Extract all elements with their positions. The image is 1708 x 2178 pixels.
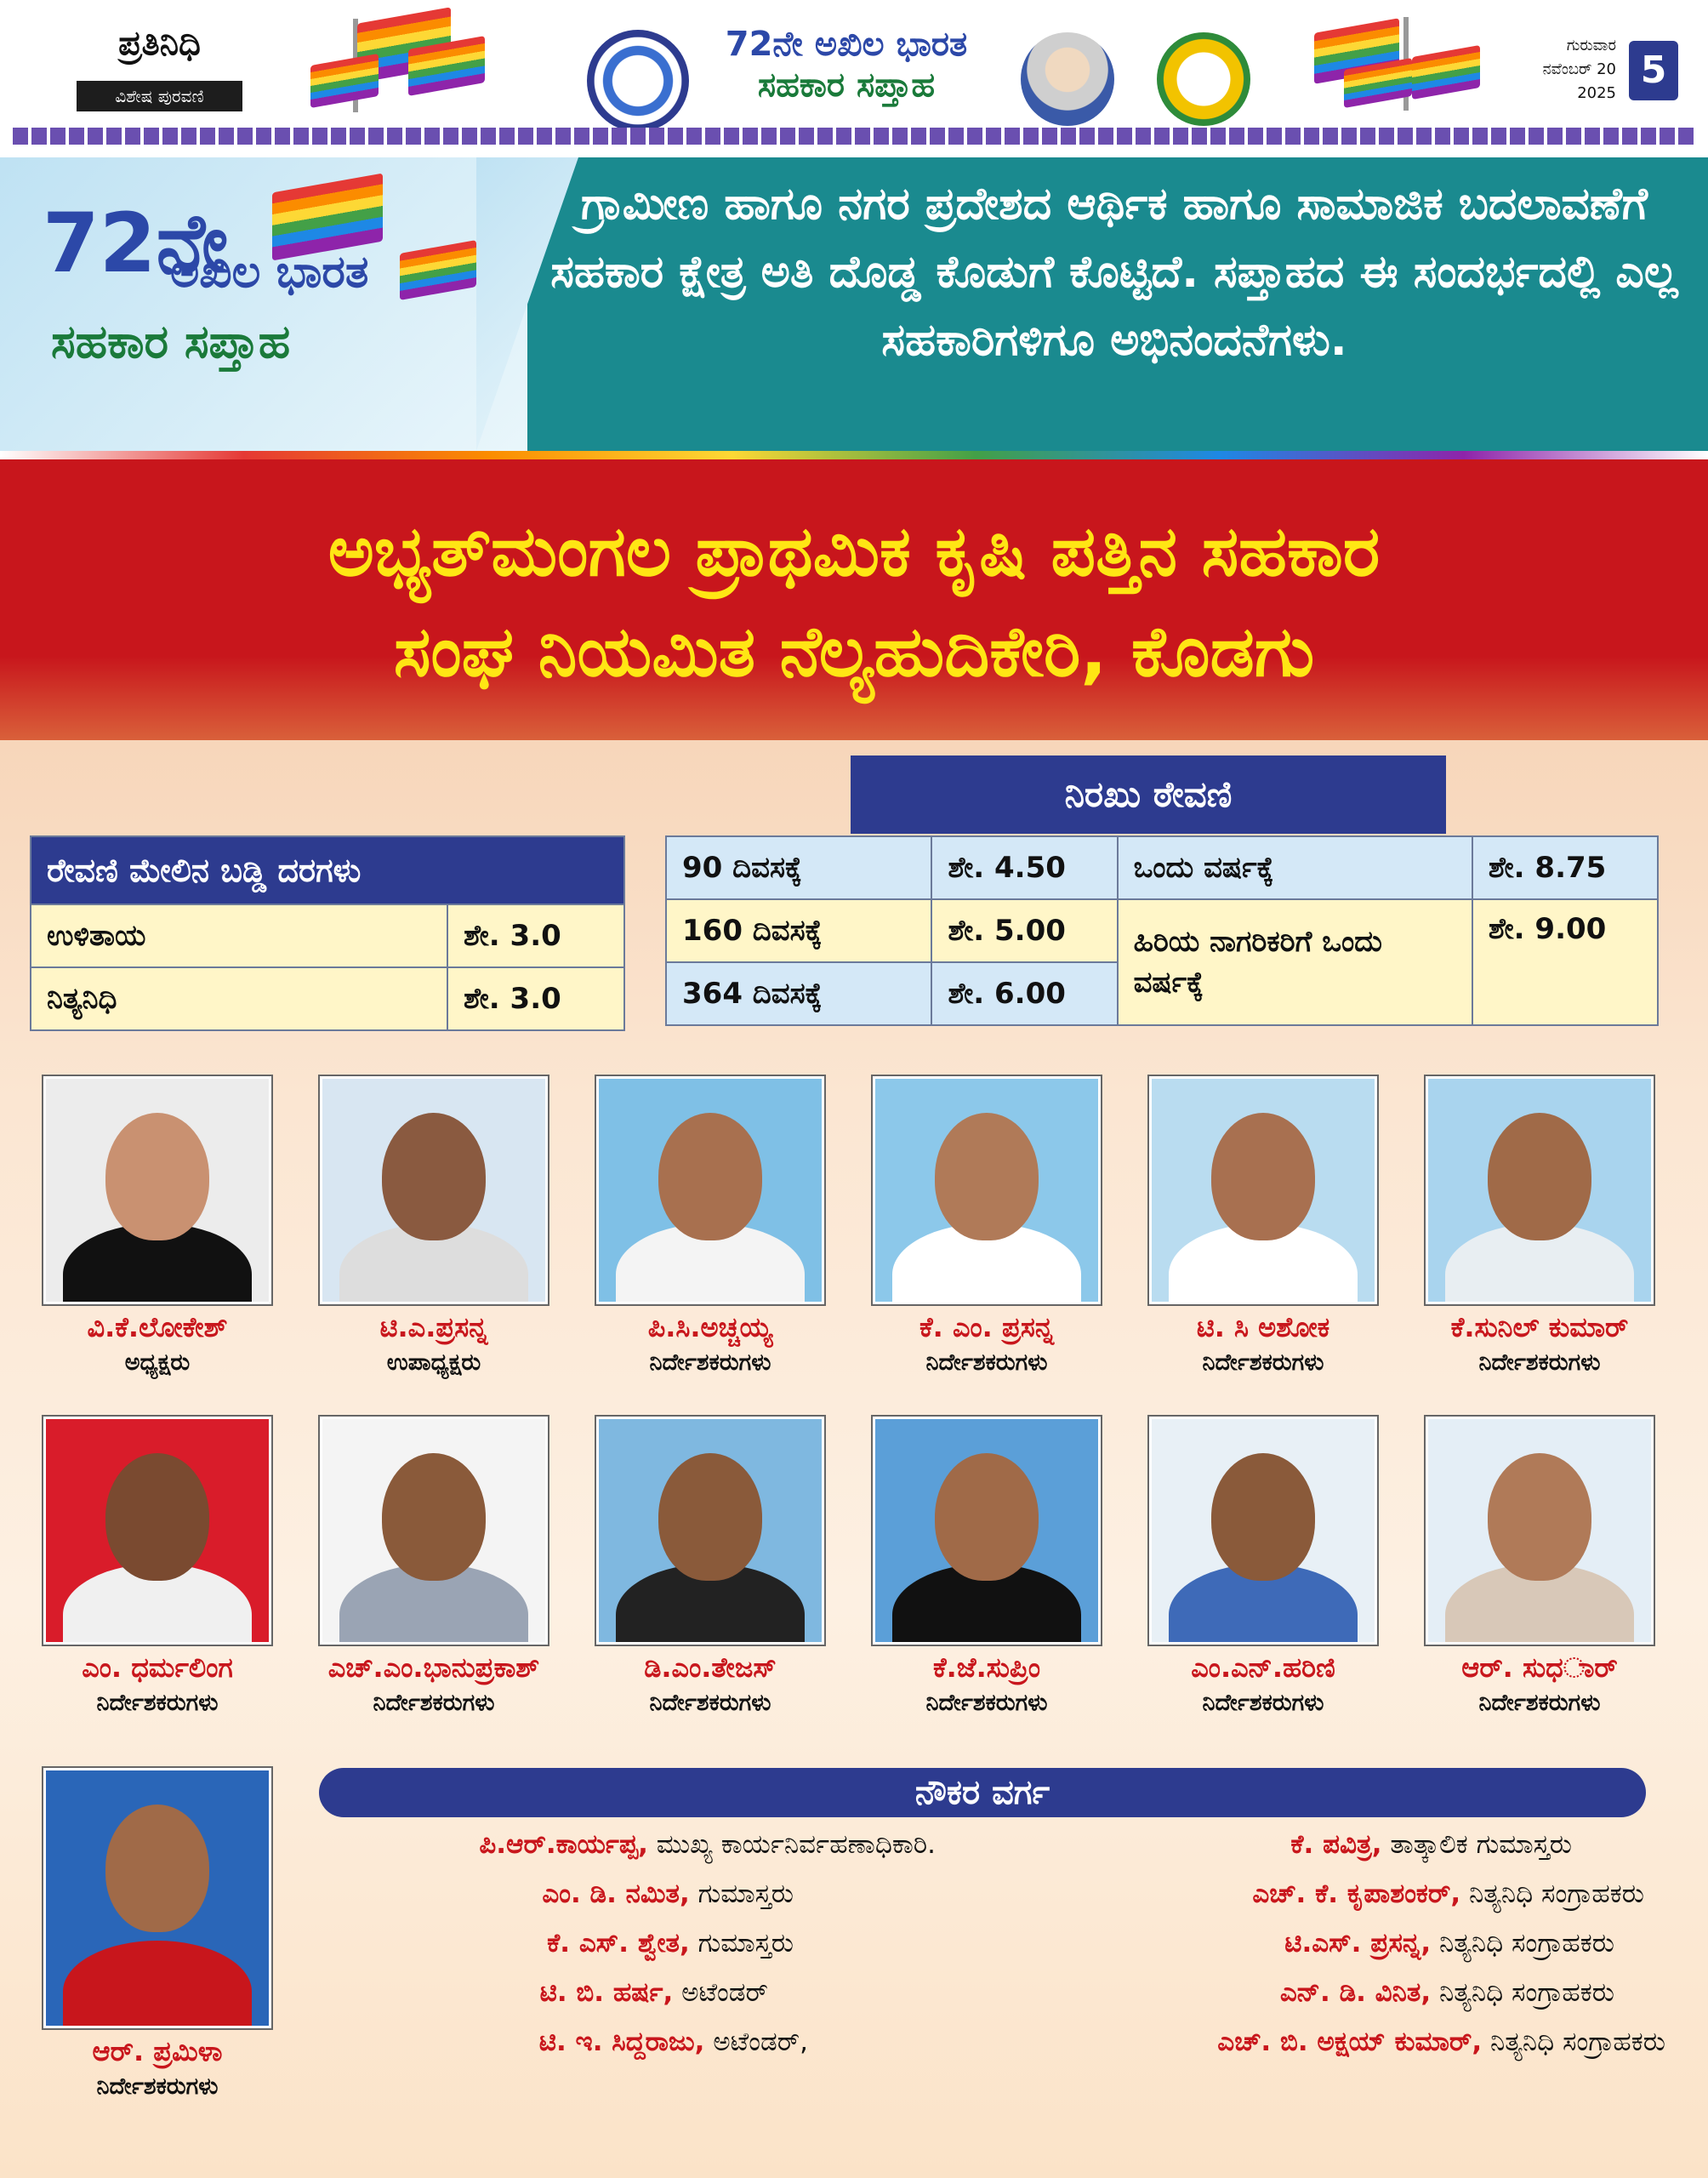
person-name: ಎಂ. ಧರ್ಮಲಿಂಗ [82,1651,233,1684]
person-name: ವಿ.ಕೆ.ಲೋಕೇಶ್ [87,1311,228,1343]
person-photo [43,1076,271,1304]
person-photo [43,1768,271,2028]
staff-entry [547,1928,794,1959]
staff-name: ಟಿ. ಇ. ಸಿದ್ದರಾಜು, [538,2027,705,2057]
staff-name: ಕೆ. ಪವಿತ್ರ, [1290,1829,1382,1860]
staff-entry [1217,2027,1665,2058]
table-row [31,967,624,1030]
cooperative-emblem-icon [587,30,689,132]
issue-date-text: ನವೆಂಬರ್ 20 [1542,60,1616,78]
director-card [315,1417,553,1717]
person-role: ನಿರ್ದೇಶಕರುಗಳು [649,1349,771,1376]
person-role: ನಿರ್ದೇಶಕರುಗಳು [96,1690,219,1716]
issue-date [1514,34,1616,105]
staff-entry [540,1977,768,2009]
staff-name: ಎಚ್. ಕೆ. ಕೃಪಾಶಂಕರ್, [1252,1879,1461,1909]
rate-cell: ಶೇ. 9.00 [1472,899,1658,1025]
organization-name [34,502,1674,703]
person-role: ನಿರ್ದೇಶಕರುಗಳು [373,1690,495,1716]
person-photo [43,1417,271,1645]
person-name: ಕೆ.ಜೆ.ಸುಪ್ರಿಂ [932,1651,1041,1684]
staff-role: ಗುಮಾಸ್ತರು [689,1879,794,1909]
rate-cell: ಶೇ. 8.75 [1472,836,1658,899]
director-card [591,1076,829,1377]
person-name: ಟಿ.ಎ.ಪ್ರಸನ್ನ [379,1311,488,1343]
person-photo [1149,1076,1377,1304]
person-photo [596,1076,824,1304]
period-cell: ಹಿರಿಯ ನಾಗರಿಕರಿಗೆ ಒಂದು ವರ್ಷಕ್ಕೆ [1118,899,1472,1025]
organization-name-line2: ಸಂಘ ನಿಯಮಿತ ನೆಲ್ಯಹುದಿಕೇರಿ, ಕೊಡಗು [393,612,1315,693]
person-name: ಎಚ್.ಎಂ.ಭಾನುಪ್ರಕಾಶ್ [327,1651,540,1684]
rate-value: ಶೇ. 3.0 [447,967,624,1030]
rate-label: ಉಳಿತಾಯ [31,904,447,967]
staff-name: ಟಿ.ಎಸ್. ಪ್ರಸನ್ನ, [1284,1928,1432,1958]
banner-logo-line2: ಸಹಕಾರ ಸಪ್ತಾಹ [51,315,291,368]
director-card [38,1768,276,2101]
person-role: ನಿರ್ದೇಶಕರುಗಳು [1478,1690,1601,1716]
person-role: ಉಪಾಧ್ಯಕ್ಷರು [386,1349,481,1376]
staff-name: ಎಂ. ಡಿ. ನಮಿತ, [542,1879,690,1909]
person-photo [320,1076,548,1304]
person-photo [873,1417,1101,1645]
director-card [868,1417,1106,1717]
organization-name-line1: ಅಭ್ಯತ್‌ಮಂಗಲ ಪ್ರಾಥಮಿಕ ಕೃಷಿ ಪತ್ತಿನ ಸಹಕಾರ [327,511,1381,592]
director-card [1420,1076,1659,1377]
director-card [1420,1417,1659,1717]
staff-role: ನಿತ್ಯನಿಧಿ ಸಂಗ್ರಾಹಕರು [1431,1977,1614,2008]
staff-role: ಮುಖ್ಯ ಕಾರ್ಯನಿರ್ವಹಣಾಧಿಕಾರಿ. [647,1829,936,1860]
staff-name: ಕೆ. ಎಸ್. ಶ್ವೇತ, [547,1928,690,1958]
staff-entry [542,1879,794,1910]
person-name: ಪಿ.ಸಿ.ಅಚ್ಚಯ್ಯ [647,1311,773,1343]
staff-role: ನಿತ್ಯನಿಧಿ ಸಂಗ್ರಾಹಕರು [1460,1879,1644,1909]
table-row [666,899,1658,962]
portrait-medallion-icon [1021,32,1114,126]
staff-role: ನಿತ್ಯನಿಧಿ ಸಂಗ್ರಾಹಕರು [1482,2027,1665,2057]
rate-cell: ಶೇ. 6.00 [931,962,1117,1025]
person-name: ಎಂ.ಎನ್.ಹರಿಣಿ [1191,1651,1335,1684]
staff-section-title: ನೌಕರ ವರ್ಗ [319,1768,1646,1817]
person-photo [1426,1417,1654,1645]
director-card [315,1076,553,1377]
rainbow-divider [0,451,1708,459]
director-card [1144,1076,1382,1377]
person-role: ನಿರ್ದೇಶಕರುಗಳು [649,1690,771,1716]
person-photo [1426,1076,1654,1304]
person-role: ನಿರ್ದೇಶಕರುಗಳು [1202,1349,1324,1376]
period-cell: 160 ದಿವಸಕ್ಕೆ [666,899,931,962]
director-card [591,1417,829,1717]
rate-cell: ಶೇ. 4.50 [931,836,1117,899]
director-card [868,1076,1106,1377]
rate-label: ನಿತ್ಯನಿಧಿ [31,967,447,1030]
person-name: ಡಿ.ಎಂ.ತೇಜಸ್ [644,1651,777,1684]
person-role: ನಿರ್ದೇಶಕರುಗಳು [96,2073,219,2100]
supplement-label: ವಿಶೇಷ ಪುರವಣಿ [77,81,242,111]
week-title-line2: ಸಹಕಾರ ಸಪ್ತಾಹ [757,66,936,105]
staff-name: ಟಿ. ಬಿ. ಹರ್ಷ, [539,1977,674,2008]
person-name: ಕೆ. ಎಂ. ಪ್ರಸನ್ನ [919,1311,1055,1343]
person-name: ಆರ್. ಸುಧರ್ಾ [1461,1651,1618,1684]
person-role: ನಿರ್ದೇಶಕರುಗಳು [1202,1690,1324,1716]
issue-year: 2025 [1577,84,1616,102]
rate-cell: ಶೇ. 5.00 [931,899,1117,962]
decorative-border [13,128,1695,145]
rate-value: ಶೇ. 3.0 [447,904,624,967]
person-name: ಟಿ. ಸಿ ಅಶೋಕ [1196,1311,1330,1343]
person-photo [1149,1417,1377,1645]
person-role: ನಿರ್ದೇಶಕರುಗಳು [925,1349,1048,1376]
person-photo [873,1076,1101,1304]
newspaper-brand: ಪ್ರತಿನಿಧಿ [118,24,201,63]
director-card [38,1076,276,1377]
cooperative-seal-icon [1157,32,1250,126]
staff-role: ಅಟೆಂಡರ್ [673,1977,768,2008]
staff-role: ತಾತ್ಕಾಲಿಕ ಗುಮಾಸ್ತರು [1381,1829,1572,1860]
week-title-line1: ಅಖಿಲ ಭಾರತ [814,25,968,64]
fixed-deposit-table [665,835,1659,1026]
period-cell: 364 ದಿವಸಕ್ಕೆ [666,962,931,1025]
deposit-rates-table [30,835,625,1031]
staff-name: ಎನ್. ಡಿ. ವಿನಿತ, [1279,1977,1432,2008]
staff-entry [1290,1829,1572,1861]
banner-logo-number: 72ನೇ [43,196,229,291]
director-card [38,1417,276,1717]
page-number: 5 [1629,41,1678,100]
staff-entry [479,1829,936,1861]
staff-role: ನಿತ್ಯನಿಧಿ ಸಂಗ್ರಾಹಕರು [1431,1928,1614,1958]
director-card [1144,1417,1382,1717]
week-number: 72ನೇ [725,25,803,64]
staff-name: ಪಿ.ಆರ್.ಕಾರ್ಯಪ್ಪ, [479,1829,648,1860]
person-role: ನಿರ್ದೇಶಕರುಗಳು [1478,1349,1601,1376]
staff-entry [1252,1879,1644,1910]
person-photo [596,1417,824,1645]
fixed-deposit-title: ನಿರಖು ಠೇವಣಿ [851,755,1446,834]
staff-entry [1284,1928,1614,1959]
table-row [31,904,624,967]
person-photo [320,1417,548,1645]
period-cell: 90 ದಿವಸಕ್ಕೆ [666,836,931,899]
person-role: ನಿರ್ದೇಶಕರುಗಳು [925,1690,1048,1716]
staff-role: ಅಟೆಂಡರ್, [704,2027,808,2057]
week-title [706,24,987,105]
staff-entry [539,2027,808,2058]
person-name: ಕೆ.ಸುನಿಲ್ ಕುಮಾರ್ [1450,1311,1629,1343]
banner-logo-line1: ಅಖಿಲ ಭಾರತ [170,247,369,298]
staff-name: ಎಚ್. ಬಿ. ಅಕ್ಷಯ್ ಕುಮಾರ್, [1217,2027,1483,2057]
staff-role: ಗುಮಾಸ್ತರು [689,1928,794,1958]
greeting-message: ಗ್ರಾಮೀಣ ಹಾಗೂ ನಗರ ಪ್ರದೇಶದ ಆರ್ಥಿಕ ಹಾಗೂ ಸಾಮಾಜಿಕ ಬದಲಾವಣೆಗೆ ಸಹಕಾರ ಕ್ಷೇತ್ರ ಅತಿ ದೊಡ್ಡ ಕೊಡುಗೆ ಕೊಟ್ಟಿದೆ. ಸಪ್ತಾಹದ ಈ ಸಂದರ್ಭದಲ್ಲಿ ಎಲ್ಲ ಸಹಕಾರಿಗಳಿಗೂ ಅಭಿನಂದನೆಗಳು. [550,179,1678,366]
person-role: ಅಧ್ಯಕ್ಷರು [124,1349,191,1376]
deposit-rates-title: ರೇವಣಿ ಮೇಲಿನ ಬಡ್ಡಿ ದರಗಳು [31,836,624,904]
person-name: ಆರ್. ಪ್ರಮಿಳಾ [92,2035,223,2067]
table-row [666,836,1658,899]
period-cell: ಒಂದು ವರ್ಷಕ್ಕೆ [1118,836,1472,899]
staff-entry [1280,1977,1614,2009]
issue-day: ಗುರುವಾರ [1566,37,1616,54]
